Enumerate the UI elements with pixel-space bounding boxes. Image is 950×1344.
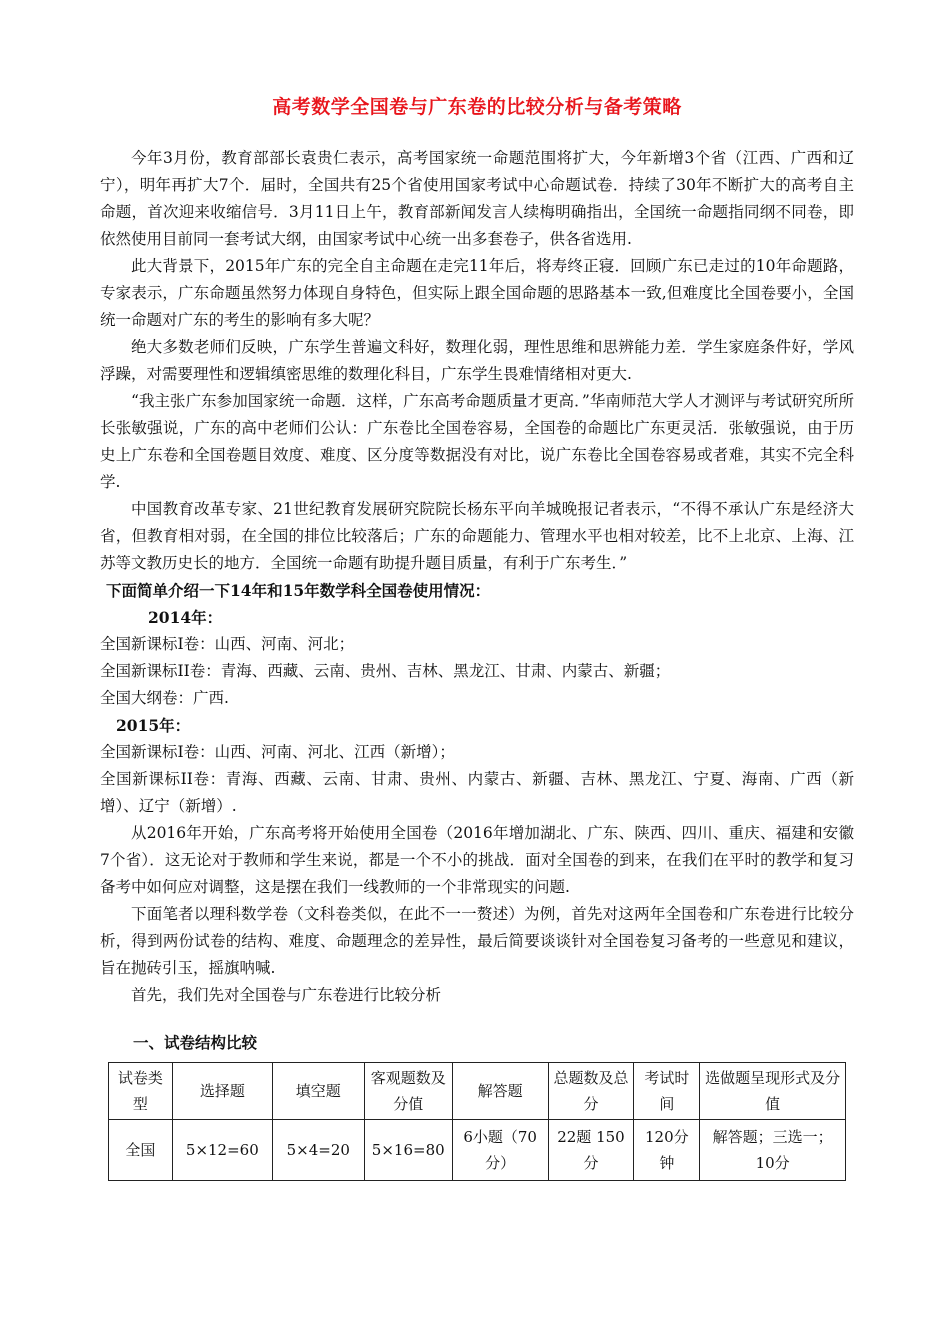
table-header-cell: 客观题数及分值	[364, 1063, 452, 1120]
table-header-cell: 考试时间	[634, 1063, 700, 1120]
year-2014-label: 2014年：	[148, 608, 223, 627]
table-cell: 5×4=20	[272, 1120, 364, 1181]
paragraph-1: 今年3月份，教育部部长袁贵仁表示，高考国家统一命题范围将扩大，今年新增3个省（江西、广西和辽宁），明年再扩大7个．届时，全国共有25个省使用国家考试中心命题试卷．持续了30年不断扩大的高考自主命题，首次迎来收缩信号．3月11日上午，教育部新闻发言人续梅明确指出，全国统一命题指同纲不同卷，即依然使用目前同一套考试大纲，由国家考试中心统一出多套卷子，供各省选用.	[100, 149, 854, 248]
table-cell: 5×12=60	[172, 1120, 272, 1181]
table-header-cell: 解答题	[452, 1063, 548, 1120]
year-2014-line: 全国新课标I卷：山西、河南、河北；	[100, 635, 355, 653]
table-cell: 6小题（70分）	[452, 1120, 548, 1181]
year-2014-line: 全国大纲卷：广西.	[100, 689, 229, 707]
table-header-cell: 选做题呈现形式及分值	[700, 1063, 846, 1120]
paragraph-6: 从2016年开始，广东高考将开始使用全国卷（2016年增加湖北、广东、陕西、四川、重庆、福建和安徽7个省）．这无论对于教师和学生来说，都是一个不小的挑战．面对全国卷的到来，在我们在平时的教学和复习备考中如何应对调整，这是摆在我们一线教师的一个非常现实的问题.	[100, 824, 854, 896]
table-cell: 解答题；三选一；10分	[700, 1120, 846, 1181]
year-2014-line: 全国新课标II卷：青海、西藏、云南、贵州、吉林、黑龙江、甘肃、内蒙古、新疆；	[100, 662, 671, 680]
year-2015-line: 全国新课标I卷：山西、河南、河北、江西（新增）；	[100, 743, 455, 761]
table-cell: 5×16=80	[364, 1120, 452, 1181]
table-cell: 22题 150分	[548, 1120, 634, 1181]
section-heading: 一、试卷结构比较	[133, 1033, 258, 1052]
paragraph-5: 中国教育改革专家、21世纪教育发展研究院院长杨东平向羊城晚报记者表示，“不得不承认广东是经济大省，但教育相对弱，在全国的排位比较落后；广东的命题能力、管理水平也相对较差，比不上北京、上海、江苏等文教历史长的地方．全国统一命题有助提升题目质量，有利于广东考生．”	[100, 500, 854, 572]
intro-heading: 下面简单介绍一下14年和15年数学科全国卷使用情况：	[106, 581, 491, 600]
table-header-row	[109, 1063, 846, 1120]
table-row	[109, 1120, 846, 1181]
table-header-cell: 试卷类型	[109, 1063, 173, 1120]
paragraph-3: 绝大多数老师们反映，广东学生普遍文科好，数理化弱，理性思维和思辨能力差．学生家庭条件好，学风浮躁，对需要理性和逻辑缜密思维的数理化科目，广东学生畏难情绪相对更大.	[100, 338, 854, 383]
paragraph-8: 首先，我们先对全国卷与广东卷进行比较分析	[131, 986, 442, 1004]
paragraph-2: 此大背景下，2015年广东的完全自主命题在走完11年后，将寿终正寝．回顾广东已走过的10年命题路，专家表示，广东命题虽然努力体现自身特色，但实际上跟全国命题的思路基本一致,但难度比全国卷要小，全国统一命题对广东的考生的影响有多大呢？	[100, 257, 854, 329]
year-2015-label: 2015年：	[116, 716, 191, 735]
table-header-cell: 总题数及总分	[548, 1063, 634, 1120]
document-title: 高考数学全国卷与广东卷的比较分析与备考策略	[272, 96, 682, 118]
table-header-cell: 选择题	[172, 1063, 272, 1120]
year-2015-line: 全国新课标II卷：青海、西藏、云南、甘肃、贵州、内蒙古、新疆、吉林、黑龙江、宁夏、海南、广西（新增）、辽宁（新增）.	[100, 770, 854, 815]
table-header-cell: 填空题	[272, 1063, 364, 1120]
structure-table	[108, 1062, 846, 1181]
paragraph-7: 下面笔者以理科数学卷（文科卷类似，在此不一一赘述）为例，首先对这两年全国卷和广东卷进行比较分析，得到两份试卷的结构、难度、命题理念的差异性，最后简要谈谈针对全国卷复习备考的一些意见和建议，旨在抛砖引玉，摇旗呐喊.	[100, 905, 854, 977]
document-page	[100, 92, 854, 1181]
table-cell: 全国	[109, 1120, 173, 1181]
paragraph-4: “我主张广东参加国家统一命题．这样，广东高考命题质量才更高．”华南师范大学人才测评与考试研究所所长张敏强说，广东的高中老师们公认：广东卷比全国卷容易，全国卷的命题比广东更灵活．张敏强说，由于历史上广东卷和全国卷题目效度、难度、区分度等数据没有对比，说广东卷比全国卷容易或者难，其实不完全科学.	[100, 392, 854, 491]
table-cell: 120分钟	[634, 1120, 700, 1181]
